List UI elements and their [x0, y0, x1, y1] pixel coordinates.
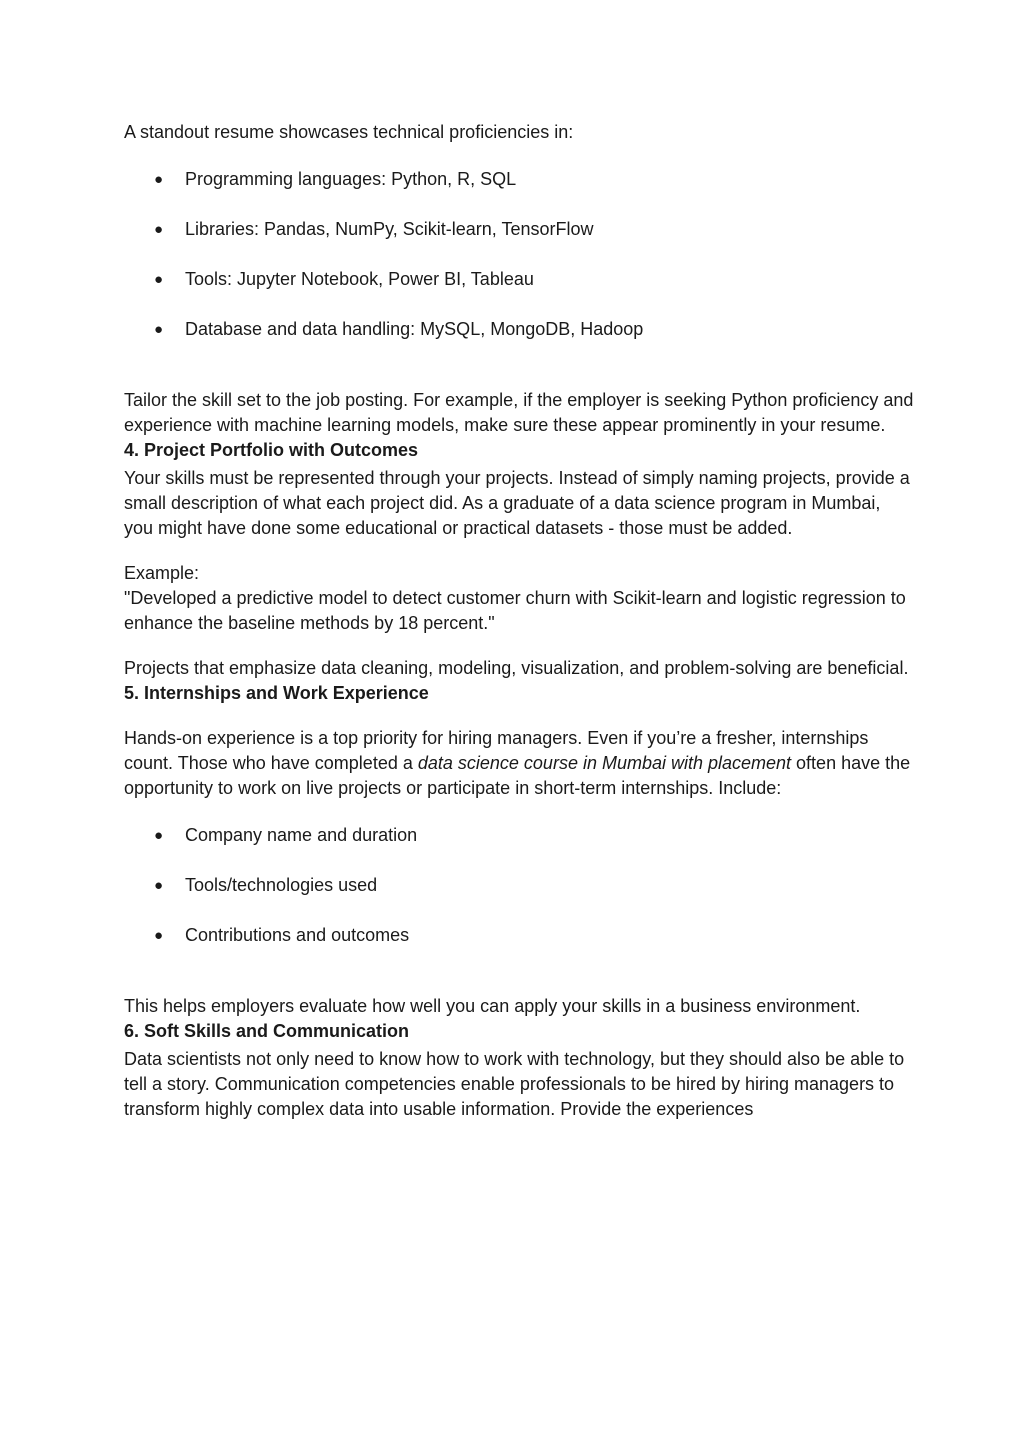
- list-item: [124, 823, 914, 848]
- list-item: [124, 873, 914, 898]
- list-item-text: Libraries: Pandas, NumPy, Scikit-learn, TensorFlow: [185, 219, 594, 239]
- list-item-text: Tools/technologies used: [185, 875, 378, 895]
- section-5-text-italic: data science course in Mumbai with placement: [417, 753, 792, 773]
- list-item: [124, 923, 914, 948]
- section-5-paragraph: [124, 726, 914, 801]
- list-item-text: Programming languages: Python, R, SQL: [185, 169, 517, 189]
- section-4-heading: 4. Project Portfolio with Outcomes: [124, 440, 419, 460]
- section-5-text-end: often have the opportunity to work on live projects or participate in short-term internships. Include:: [124, 753, 911, 798]
- list-item-text: Database and data handling: MySQL, MongoDB, Hadoop: [185, 319, 644, 339]
- tailor-paragraph: Tailor the skill set to the job posting. For example, if the employer is seeking Python proficiency and experience with machine learning models, make sure these appear prominently in your resume.: [124, 390, 914, 435]
- bullet-icon: ●: [154, 827, 164, 844]
- internship-list: [124, 823, 914, 948]
- section-6-heading: 6. Soft Skills and Communication: [124, 1021, 410, 1041]
- list-item: [124, 267, 914, 292]
- section-5-closing: This helps employers evaluate how well you can apply your skills in a business environment.: [124, 996, 861, 1016]
- list-item-text: Company name and duration: [185, 825, 418, 845]
- example-quote: "Developed a predictive model to detect customer churn with Scikit-learn and logistic regression to enhance the baseline methods by 18 percent.": [124, 588, 906, 633]
- skills-list: [124, 167, 914, 342]
- list-item-text: Contributions and outcomes: [185, 925, 410, 945]
- list-item-text: Tools: Jupyter Notebook, Power BI, Tableau: [185, 269, 534, 289]
- section-5-heading: 5. Internships and Work Experience: [124, 683, 429, 703]
- bullet-icon: ●: [154, 271, 164, 288]
- bullet-icon: ●: [154, 877, 164, 894]
- list-item: [124, 217, 914, 242]
- section-4-paragraph: Your skills must be represented through your projects. Instead of simply naming projects, provide a small description of what each project did. As a graduate of a data science program in Mumbai, you might have done some educational or practical datasets - those must be added.: [124, 468, 910, 538]
- intro-paragraph: A standout resume showcases technical proficiencies in:: [124, 122, 574, 142]
- bullet-icon: ●: [154, 221, 164, 238]
- document-page: [124, 120, 914, 1122]
- section-4-closing: Projects that emphasize data cleaning, modeling, visualization, and problem-solving are beneficial.: [124, 658, 909, 678]
- list-item: [124, 317, 914, 342]
- section-5-text-start: Hands-on experience is a top priority for hiring managers. Even if you’re a fresher, internships count. Those who have completed a: [124, 728, 869, 773]
- section-6-paragraph: Data scientists not only need to know how to work with technology, but they should also be able to tell a story. Communication competencies enable professionals to be hired by hiring managers to transform highly complex data into usable information. Provide the experiences: [124, 1049, 905, 1119]
- example-label: Example:: [124, 563, 200, 583]
- bullet-icon: ●: [154, 171, 164, 188]
- bullet-icon: ●: [154, 927, 164, 944]
- bullet-icon: ●: [154, 321, 164, 338]
- list-item: [124, 167, 914, 192]
